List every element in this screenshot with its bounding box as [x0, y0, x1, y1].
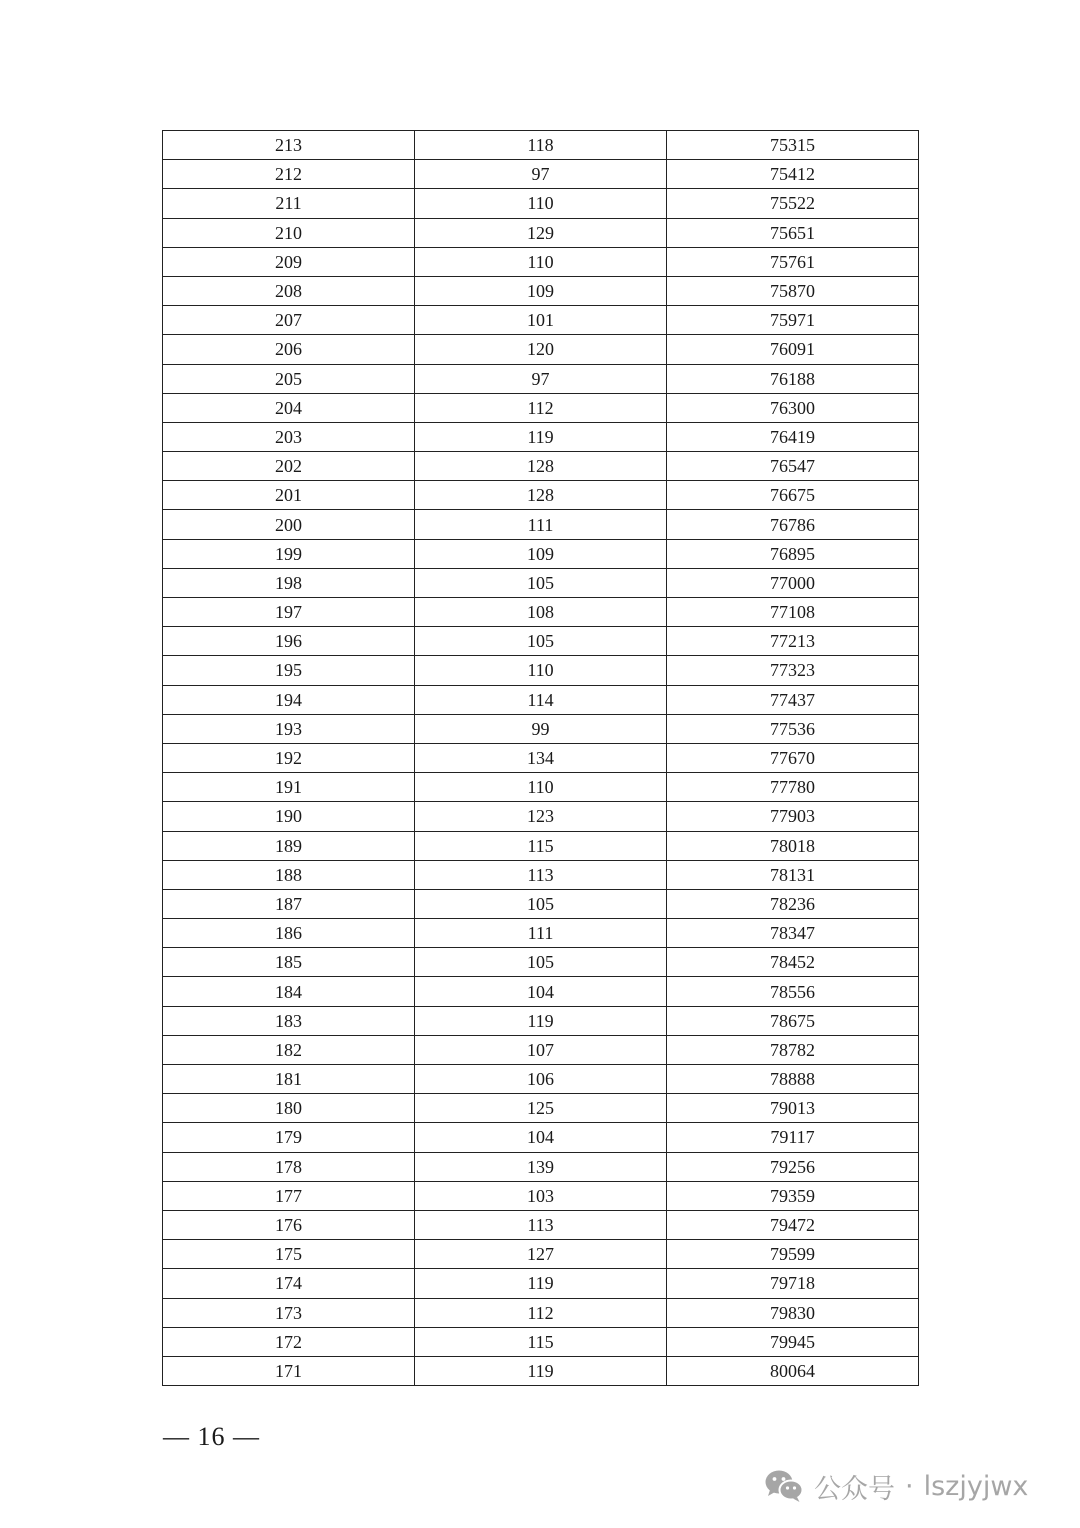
table-row [163, 481, 919, 510]
table-cell: 76786 [667, 510, 919, 539]
table-cell: 99 [415, 714, 667, 743]
table-cell: 76419 [667, 422, 919, 451]
table-cell: 202 [163, 452, 415, 481]
table-cell: 185 [163, 948, 415, 977]
table-cell: 118 [415, 131, 667, 160]
table-cell: 178 [163, 1152, 415, 1181]
table-cell: 209 [163, 247, 415, 276]
table-cell: 110 [415, 189, 667, 218]
table-cell: 195 [163, 656, 415, 685]
table-cell: 200 [163, 510, 415, 539]
table-row [163, 1094, 919, 1123]
table-cell: 76895 [667, 539, 919, 568]
table-cell: 204 [163, 393, 415, 422]
table-cell: 184 [163, 977, 415, 1006]
table-cell: 105 [415, 627, 667, 656]
table-cell: 187 [163, 889, 415, 918]
table-cell: 77213 [667, 627, 919, 656]
table-row [163, 860, 919, 889]
table-cell: 128 [415, 452, 667, 481]
table-cell: 80064 [667, 1356, 919, 1385]
table-cell: 111 [415, 510, 667, 539]
table-row [163, 539, 919, 568]
table-cell: 79945 [667, 1327, 919, 1356]
table-cell: 75315 [667, 131, 919, 160]
table-row [163, 452, 919, 481]
score-table-body [163, 131, 919, 1386]
table-cell: 97 [415, 160, 667, 189]
table-cell: 193 [163, 714, 415, 743]
table-cell: 186 [163, 919, 415, 948]
table-row [163, 656, 919, 685]
table-cell: 104 [415, 1123, 667, 1152]
table-cell: 76091 [667, 335, 919, 364]
table-cell: 75651 [667, 218, 919, 247]
table-row [163, 568, 919, 597]
table-cell: 190 [163, 802, 415, 831]
table-cell: 77108 [667, 598, 919, 627]
watermark-account: lszjyjwx [923, 1470, 1029, 1502]
table-cell: 109 [415, 539, 667, 568]
table-cell: 78131 [667, 860, 919, 889]
table-cell: 191 [163, 773, 415, 802]
table-cell: 173 [163, 1298, 415, 1327]
table-cell: 119 [415, 422, 667, 451]
table-cell: 198 [163, 568, 415, 597]
table-cell: 205 [163, 364, 415, 393]
table-cell: 107 [415, 1035, 667, 1064]
table-cell: 181 [163, 1065, 415, 1094]
table-row [163, 977, 919, 1006]
table-row [163, 1240, 919, 1269]
table-cell: 119 [415, 1269, 667, 1298]
table-cell: 177 [163, 1181, 415, 1210]
table-row [163, 831, 919, 860]
table-row [163, 773, 919, 802]
table-cell: 176 [163, 1210, 415, 1239]
table-cell: 78782 [667, 1035, 919, 1064]
table-cell: 79013 [667, 1094, 919, 1123]
table-row [163, 1210, 919, 1239]
table-row [163, 1298, 919, 1327]
table-cell: 79718 [667, 1269, 919, 1298]
table-cell: 79359 [667, 1181, 919, 1210]
table-cell: 212 [163, 160, 415, 189]
table-cell: 183 [163, 1006, 415, 1035]
table-row [163, 889, 919, 918]
page-number: — 16 — [163, 1422, 260, 1451]
table-cell: 77536 [667, 714, 919, 743]
table-cell: 171 [163, 1356, 415, 1385]
table-cell: 123 [415, 802, 667, 831]
table-cell: 134 [415, 743, 667, 772]
table-cell: 105 [415, 889, 667, 918]
table-row [163, 1006, 919, 1035]
table-cell: 208 [163, 276, 415, 305]
table-row [163, 306, 919, 335]
table-cell: 175 [163, 1240, 415, 1269]
table-cell: 79256 [667, 1152, 919, 1181]
wechat-icon [764, 1468, 804, 1504]
score-table [162, 130, 919, 1386]
table-cell: 78888 [667, 1065, 919, 1094]
table-cell: 112 [415, 1298, 667, 1327]
table-cell: 119 [415, 1006, 667, 1035]
table-cell: 172 [163, 1327, 415, 1356]
table-row [163, 131, 919, 160]
table-row [163, 598, 919, 627]
table-cell: 78018 [667, 831, 919, 860]
table-cell: 79117 [667, 1123, 919, 1152]
table-cell: 194 [163, 685, 415, 714]
table-cell: 125 [415, 1094, 667, 1123]
table-row [163, 1181, 919, 1210]
table-cell: 203 [163, 422, 415, 451]
table-cell: 103 [415, 1181, 667, 1210]
table-cell: 110 [415, 656, 667, 685]
table-cell: 104 [415, 977, 667, 1006]
table-row [163, 276, 919, 305]
table-cell: 78675 [667, 1006, 919, 1035]
table-cell: 128 [415, 481, 667, 510]
table-cell: 105 [415, 568, 667, 597]
table-cell: 211 [163, 189, 415, 218]
table-cell: 139 [415, 1152, 667, 1181]
table-cell: 77323 [667, 656, 919, 685]
table-cell: 108 [415, 598, 667, 627]
table-row [163, 218, 919, 247]
table-row [163, 1035, 919, 1064]
table-cell: 179 [163, 1123, 415, 1152]
table-cell: 113 [415, 860, 667, 889]
table-cell: 75412 [667, 160, 919, 189]
table-cell: 105 [415, 948, 667, 977]
table-row [163, 510, 919, 539]
table-cell: 110 [415, 247, 667, 276]
table-cell: 79599 [667, 1240, 919, 1269]
table-cell: 120 [415, 335, 667, 364]
table-cell: 106 [415, 1065, 667, 1094]
table-cell: 77000 [667, 568, 919, 597]
table-row [163, 948, 919, 977]
watermark-label: 公众号 [814, 1473, 895, 1505]
table-row [163, 393, 919, 422]
table-row [163, 364, 919, 393]
table-cell: 77903 [667, 802, 919, 831]
table-cell: 77780 [667, 773, 919, 802]
table-cell: 75761 [667, 247, 919, 276]
table-cell: 206 [163, 335, 415, 364]
table-row [163, 627, 919, 656]
table-cell: 76547 [667, 452, 919, 481]
table-cell: 115 [415, 1327, 667, 1356]
table-cell: 199 [163, 539, 415, 568]
table-cell: 201 [163, 481, 415, 510]
table-cell: 197 [163, 598, 415, 627]
table-row [163, 714, 919, 743]
table-cell: 182 [163, 1035, 415, 1064]
table-cell: 129 [415, 218, 667, 247]
table-cell: 78452 [667, 948, 919, 977]
table-row [163, 685, 919, 714]
table-row [163, 247, 919, 276]
table-cell: 76675 [667, 481, 919, 510]
table-row [163, 422, 919, 451]
table-cell: 109 [415, 276, 667, 305]
table-cell: 114 [415, 685, 667, 714]
table-row [163, 1356, 919, 1385]
watermark-separator: · [905, 1470, 914, 1502]
table-row [163, 1152, 919, 1181]
table-cell: 75971 [667, 306, 919, 335]
table-cell: 119 [415, 1356, 667, 1385]
table-cell: 196 [163, 627, 415, 656]
table-cell: 210 [163, 218, 415, 247]
table-row [163, 160, 919, 189]
table-cell: 110 [415, 773, 667, 802]
table-row [163, 1123, 919, 1152]
table-cell: 127 [415, 1240, 667, 1269]
table-cell: 79472 [667, 1210, 919, 1239]
table-cell: 78347 [667, 919, 919, 948]
table-row [163, 802, 919, 831]
table-cell: 76188 [667, 364, 919, 393]
table-row [163, 335, 919, 364]
table-cell: 213 [163, 131, 415, 160]
table-cell: 113 [415, 1210, 667, 1239]
table-cell: 174 [163, 1269, 415, 1298]
table-row [163, 189, 919, 218]
table-cell: 112 [415, 393, 667, 422]
table-row [163, 1327, 919, 1356]
table-cell: 76300 [667, 393, 919, 422]
table-cell: 192 [163, 743, 415, 772]
table-cell: 189 [163, 831, 415, 860]
table-cell: 77670 [667, 743, 919, 772]
table-cell: 180 [163, 1094, 415, 1123]
table-cell: 79830 [667, 1298, 919, 1327]
table-cell: 77437 [667, 685, 919, 714]
table-cell: 78236 [667, 889, 919, 918]
table-cell: 97 [415, 364, 667, 393]
table-row [163, 1269, 919, 1298]
table-cell: 75870 [667, 276, 919, 305]
table-row [163, 919, 919, 948]
table-cell: 111 [415, 919, 667, 948]
table-cell: 115 [415, 831, 667, 860]
table-row [163, 743, 919, 772]
table-cell: 75522 [667, 189, 919, 218]
table-row [163, 1065, 919, 1094]
table-cell: 101 [415, 306, 667, 335]
table-cell: 207 [163, 306, 415, 335]
table-cell: 78556 [667, 977, 919, 1006]
watermark [764, 1466, 1028, 1506]
table-cell: 188 [163, 860, 415, 889]
